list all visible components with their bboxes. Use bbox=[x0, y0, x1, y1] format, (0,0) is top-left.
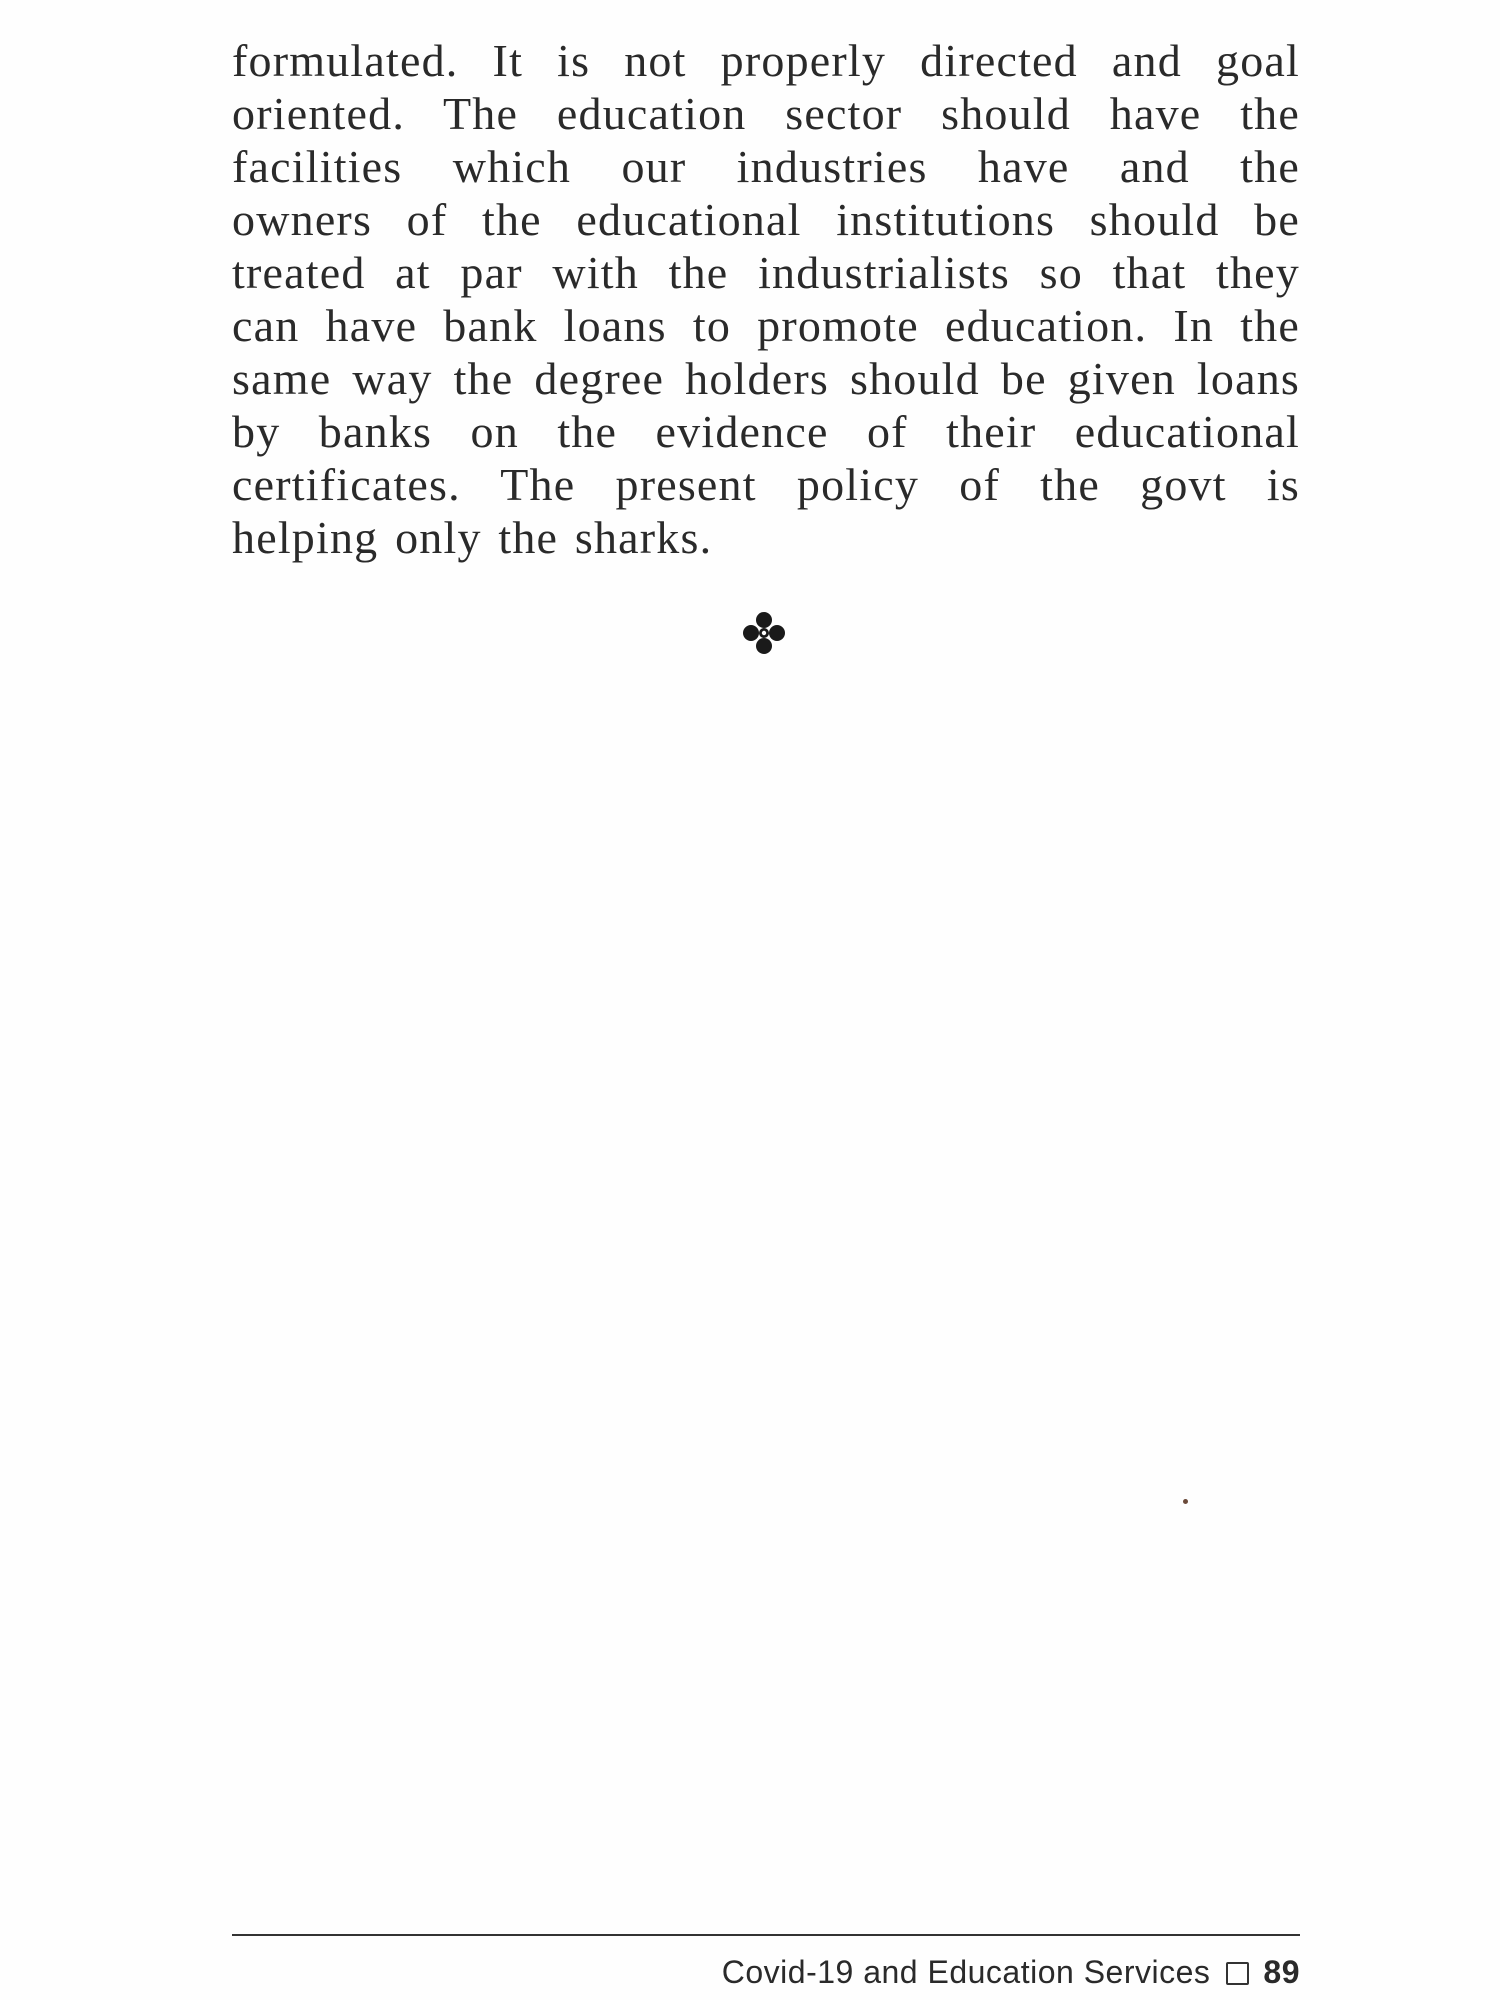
text-line: by banks on the evidence of their educational bbox=[232, 406, 1300, 457]
text-line: same way the degree holders should be given loans bbox=[232, 353, 1300, 404]
text-line: facilities which our industries have and the bbox=[232, 141, 1300, 192]
text-line: oriented. The education sector should have the bbox=[232, 88, 1300, 139]
paper-speck bbox=[1183, 1499, 1188, 1504]
text-line: certificates. The present policy of the govt is bbox=[232, 459, 1300, 510]
page-footer bbox=[722, 1952, 1300, 1992]
running-footer-title: Covid-19 and Education Services bbox=[721, 1953, 1211, 1990]
footer-divider bbox=[232, 1934, 1300, 1936]
text-line: formulated. It is not properly directed and goal bbox=[232, 35, 1300, 86]
page-number: 89 bbox=[1263, 1953, 1300, 1990]
text-line: can have bank loans to promote education. In the bbox=[232, 300, 1300, 351]
hollow-square-icon bbox=[1226, 1962, 1249, 1985]
body-paragraph bbox=[232, 34, 1300, 564]
text-line: owners of the educational institutions should be bbox=[232, 194, 1300, 245]
text-line: helping only the sharks. bbox=[232, 512, 713, 563]
text-line: treated at par with the industrialists so that they bbox=[232, 247, 1300, 298]
club-ornament-icon bbox=[741, 610, 787, 656]
